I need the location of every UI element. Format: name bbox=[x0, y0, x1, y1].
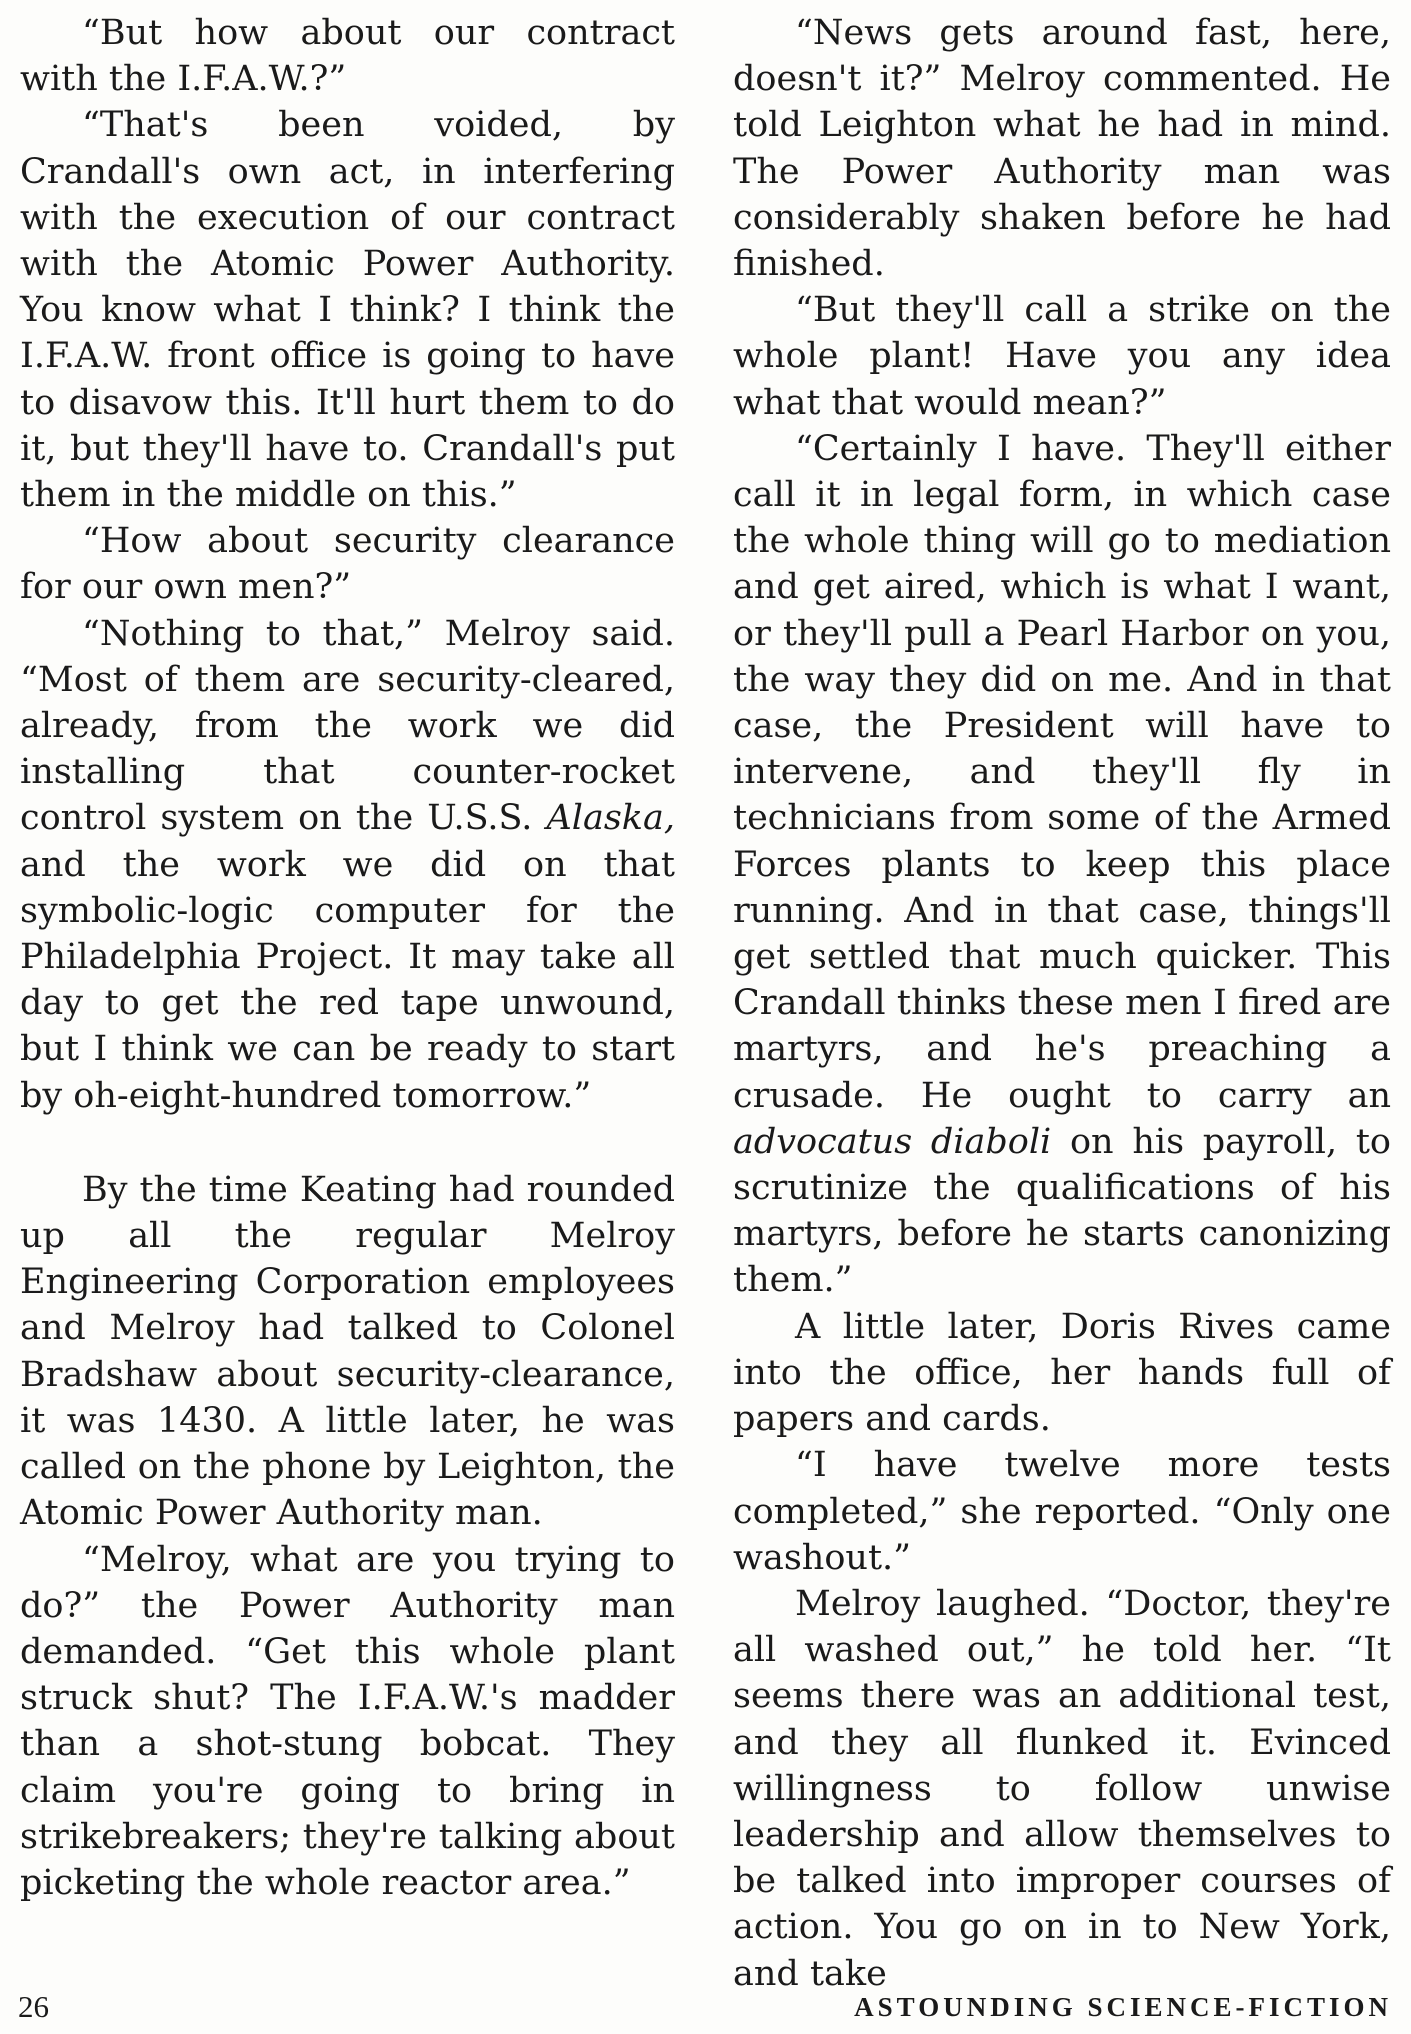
text-run: “Nothing to that,” Melroy said. “Most of them are security-cleared, already, from the work we did installing that counter-rocket control system on the U.S.S. bbox=[20, 613, 675, 839]
paragraph: “But how about our contract with the I.F.A.W.?” bbox=[20, 13, 675, 100]
paragraph: A little later, Doris Rives came into the office, her hands full of papers and cards. bbox=[733, 1306, 1391, 1440]
paragraph: “How about security clearance for our own men?” bbox=[20, 521, 675, 608]
paragraph: “But they'll call a strike on the whole plant! Have you any idea what that would mean?” bbox=[733, 290, 1391, 423]
italic-ship-name: Alaska, bbox=[546, 798, 675, 839]
paragraph-section-start: By the time Keating had rounded up all the regular Melroy Engineering Corporation employees and Melroy had talked to Colonel Bradshaw about security-clearance, it was 1430. A little later, he was called on the phone by Leighton, the Atomic Power Authority man. bbox=[20, 1169, 675, 1534]
paragraph: “Melroy, what are you trying to do?” the Power Authority man demanded. “Get this whole plant struck shut? The I.F.A.W.'s madder than a shot-stung bobcat. They claim you're going to bring in strikebreakers; they're talking about picketing the whole reactor area.” bbox=[20, 1539, 675, 1903]
right-column bbox=[733, 10, 1391, 1997]
italic-latin-phrase: advocatus diaboli bbox=[733, 1121, 1052, 1162]
text-run: “Certainly I have. They'll either call it in legal form, in which case the whole thing will go to mediation and get aired, which is what I want, or they'll pull a Pearl Harbor on you, the way they did on me. And in that case, the President will have to intervene, and they'll fly in technicians from some of the Armed Forces plants to keep this place running. And in that case, things'll get settled that much quicker. This Crandall thinks these men I fired are martyrs, and he's preaching a crusade. He ought to carry an bbox=[733, 428, 1391, 1116]
paragraph: “I have twelve more tests completed,” she reported. “Only one washout.” bbox=[733, 1445, 1391, 1578]
page-number: 26 bbox=[18, 1989, 49, 2024]
paragraph bbox=[20, 611, 675, 1119]
text-run: and the work we did on that symbolic-logic computer for the Philadelphia Project. It may take all day to get the red tape unwound, but I think we can be ready to start by oh-eight-hundred tomorrow.” bbox=[20, 844, 675, 1116]
paragraph bbox=[733, 426, 1391, 1304]
left-column bbox=[20, 10, 675, 1906]
paragraph: Melroy laughed. “Doctor, they're all washed out,” he told her. “It seems there was an additional test, and they all flunked it. Evinced willingness to follow unwise leadership and allow themselves to be talked into improper courses of action. You go on in to New York, and take bbox=[733, 1583, 1391, 1994]
paragraph: “News gets around fast, here, doesn't it?” Melroy commented. He told Leighton what he had in mind. The Power Authority man was considerably shaken before he had finished. bbox=[733, 13, 1391, 285]
paragraph: “That's been voided, by Crandall's own act, in interfering with the execution of our contract with the Atomic Power Authority. You know what I think? I think the I.F.A.W. front office is going to have to disavow this. It'll hurt them to do it, but they'll have to. Crandall's put them in the middle on this.” bbox=[20, 105, 675, 516]
running-title: ASTOUNDING SCIENCE-FICTION bbox=[854, 1992, 1392, 2022]
text-run: on his payroll, to scrutinize the qualifications of his martyrs, before he starts canonizing them.” bbox=[733, 1121, 1392, 1301]
